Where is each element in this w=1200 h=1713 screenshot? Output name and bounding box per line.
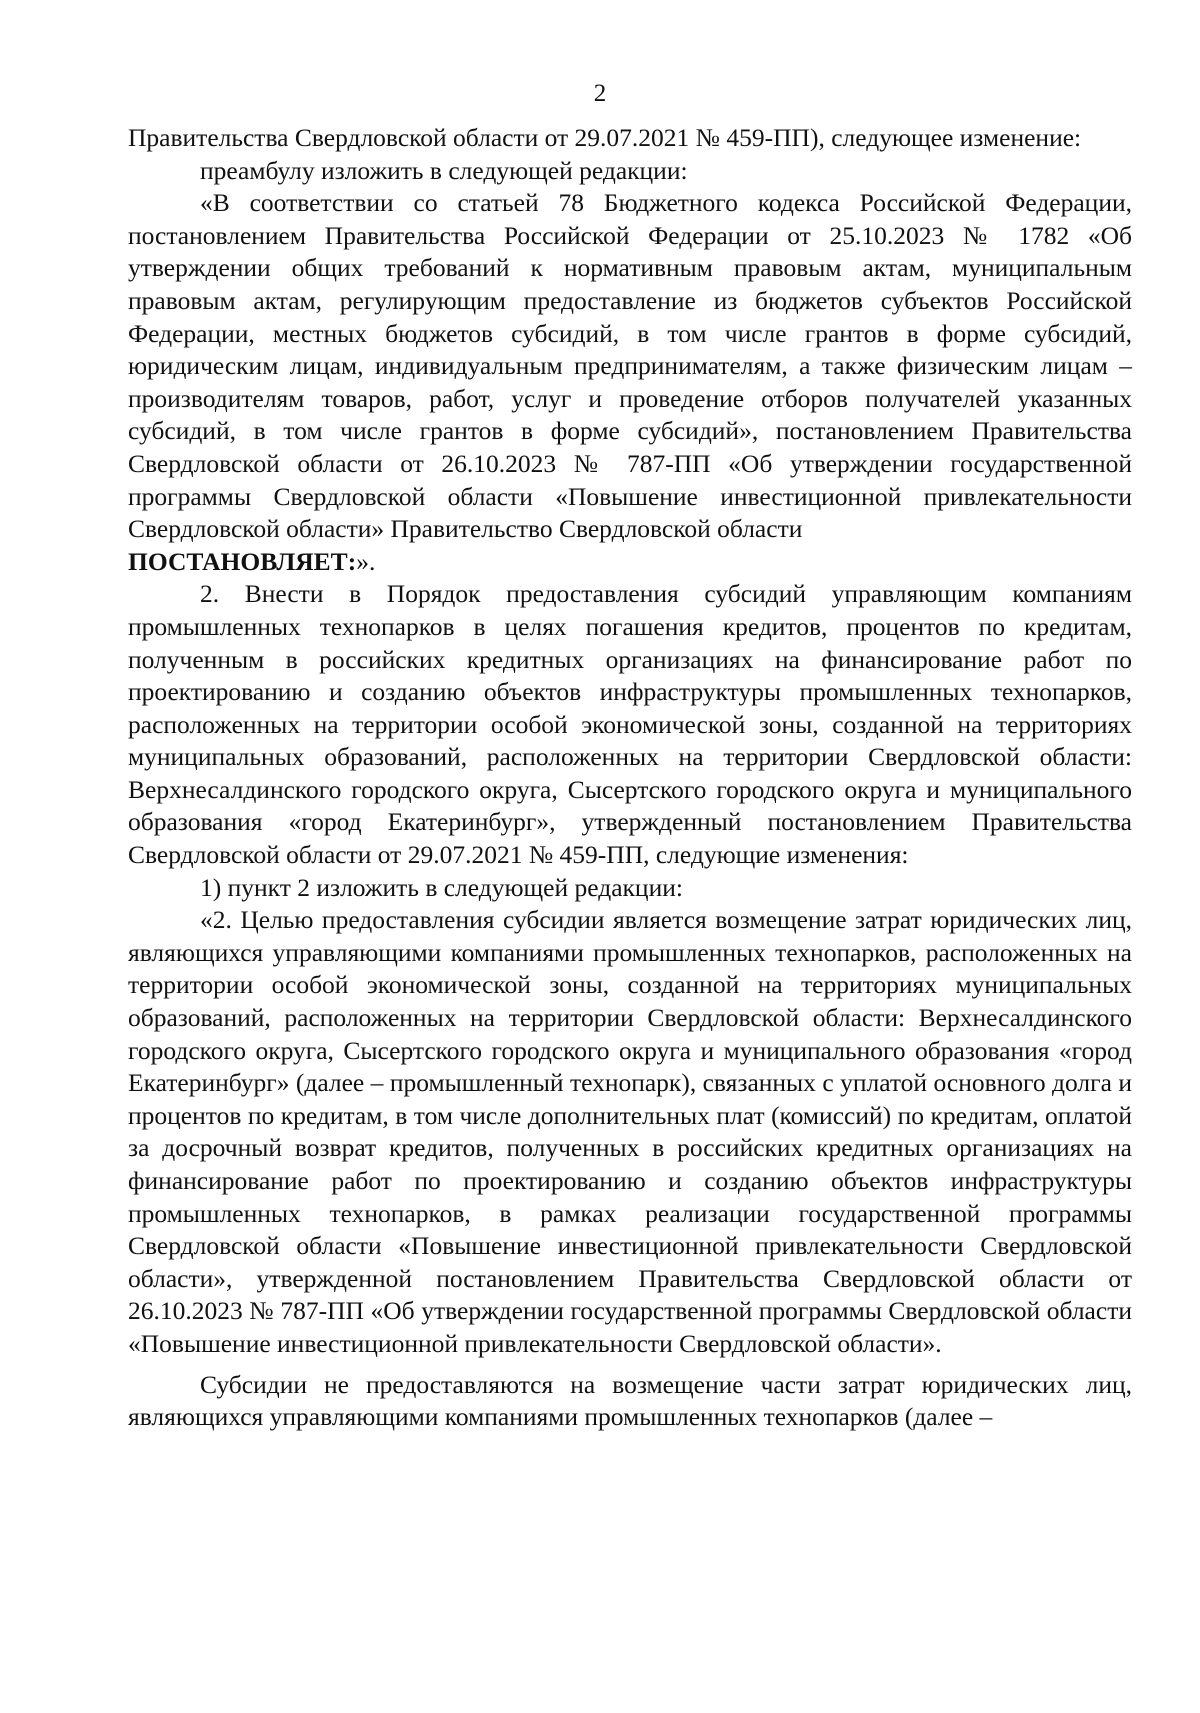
paragraph-clause-2: «2. Целью предоставления субсидии является возмещение затрат юридических лиц, являющихся управляющими компаниями промышленных технопарков, расположенных на территории особой экономической зоны, созданной на территориях муниципальных образований, расположенных на территории Свердловской области: Верхнесалдинского городского округа, Сысертского городского округа и муниципального образования «город Екатеринбург» (далее – промышленный технопарк), связанных с уплатой основного долга и процентов по кредитам, в том числе дополнительных плат (комиссий) по кредитам, оплатой за досрочный возврат кредитов, полученных в российских кредитных организациях на финансирование работ по проектированию и созданию объектов инфраструктуры промышленных технопарков, в рамках реализации государственной программы Свердловской области «Повышение инвестиционной привлекательности Свердловской области», утвержденной постановлением Правительства Свердловской области от 26.10.2023 № 787-ПП «Об утверждении государственной программы Свердловской области «Повышение инвестиционной привлекательности Свердловской области». xyxy=(128,905,1132,1358)
paragraph-continuation: Правительства Свердловской области от 29.07.2021 № 459-ПП), следующее изменение: xyxy=(128,123,1082,152)
document-body xyxy=(128,122,1132,1434)
paragraph-subitem-1: 1) пункт 2 изложить в следующей редакции: xyxy=(200,872,683,902)
resolution-tail: ». xyxy=(356,546,376,576)
resolution-word: ПОСТАНОВЛЯЕТ: xyxy=(128,546,357,576)
page-number: 2 xyxy=(593,80,607,107)
paragraph-preamble-instruction: преамбулу изложить в следующей редакции: xyxy=(200,155,688,185)
paragraph-resolution xyxy=(128,546,1132,579)
paragraph-item-2: 2. Внести в Порядок предоставления субсидий управляющим компаниям промышленных технопарков в целях погашения кредитов, процентов по кредитам, полученным в российских кредитных организациях на финансирование работ по проектированию и созданию объектов инфраструктуры промышленных технопарков, расположенных на территории особой экономической зоны, созданной на территориях муниципальных образований, расположенных на территории Свердловской области: Верхнесалдинского городского округа, Сысертского городского округа и муниципального образования «город Екатеринбург», утвержденный постановлением Правительства Свердловской области от 29.07.2021 № 459-ПП, следующие изменения: xyxy=(128,579,1132,870)
paragraph-subsidies: Субсидии не предоставляются на возмещение части затрат юридических лиц, являющихся управляющими компаниями промышленных технопарков (далее – xyxy=(128,1369,1132,1432)
paragraph-preamble-text: «В соответствии со статьей 78 Бюджетного кодекса Российской Федерации, постановлением Правительства Российской Федерации от 25.10.2023 № 1782 «Об утверждении общих требований к нормативным правовым актам, муниципальным правовым актам, регулирующим предоставление из бюджетов субъектов Российской Федерации, местных бюджетов субсидий, в том числе грантов в форме субсидий, юридическим лицам, индивидуальным предпринимателям, а также физическим лицам – производителям товаров, работ, услуг и проведение отборов получателей указанных субсидий, в том числе грантов в форме субсидий», постановлением Правительства Свердловской области от 26.10.2023 № 787-ПП «Об утверждении государственной программы Свердловской области «Повышение инвестиционной привлекательности Свердловской области» Правительство Свердловской области xyxy=(128,188,1132,544)
